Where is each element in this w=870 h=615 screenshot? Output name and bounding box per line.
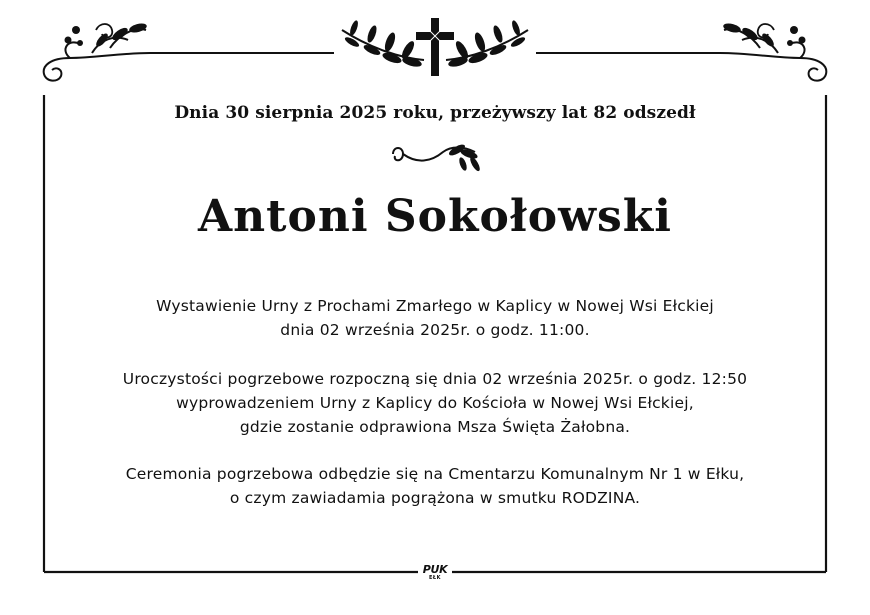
deceased-name: Antoni Sokołowski: [198, 191, 672, 242]
paragraph-line: dnia 02 września 2025r. o godz. 11:00.: [280, 321, 590, 339]
cross-with-laurel-icon: [342, 18, 528, 76]
logo-sub-text: EŁK: [428, 575, 441, 581]
death-announcement-line: Dnia 30 sierpnia 2025 roku, przeżywszy lat 82 odszedł: [174, 103, 696, 123]
floral-corner-icon: [536, 22, 826, 81]
burial-paragraph: [44, 462, 826, 510]
puk-logo: [420, 564, 450, 581]
paragraph-line: Wystawienie Urny z Prochami Zmarłego w Kaplicy w Nowej Wsi Ełckiej: [156, 297, 714, 315]
paragraph-line: o czym zawiadamia pogrążona w smutku RODZINA.: [229, 489, 641, 507]
urn-viewing-paragraph: [44, 294, 826, 342]
paragraph-line: Uroczystości pogrzebowe rozpoczną się dnia 02 września 2025r. o godz. 12:50: [122, 370, 748, 388]
logo-main-text: PUK: [422, 563, 448, 576]
paragraph-line: wyprowadzeniem Urny z Kaplicy do Kościoła w Nowej Wsi Ełckiej,: [176, 394, 694, 412]
funeral-ceremony-paragraph: [44, 367, 826, 439]
leaf-flourish-icon: [387, 140, 483, 174]
floral-corner-icon: [44, 22, 334, 81]
paragraph-line: Ceremonia pogrzebowa odbędzie się na Cmentarzu Komunalnym Nr 1 w Ełku,: [125, 465, 745, 483]
paragraph-line: gdzie zostanie odprawiona Msza Święta Żałobna.: [239, 418, 631, 436]
